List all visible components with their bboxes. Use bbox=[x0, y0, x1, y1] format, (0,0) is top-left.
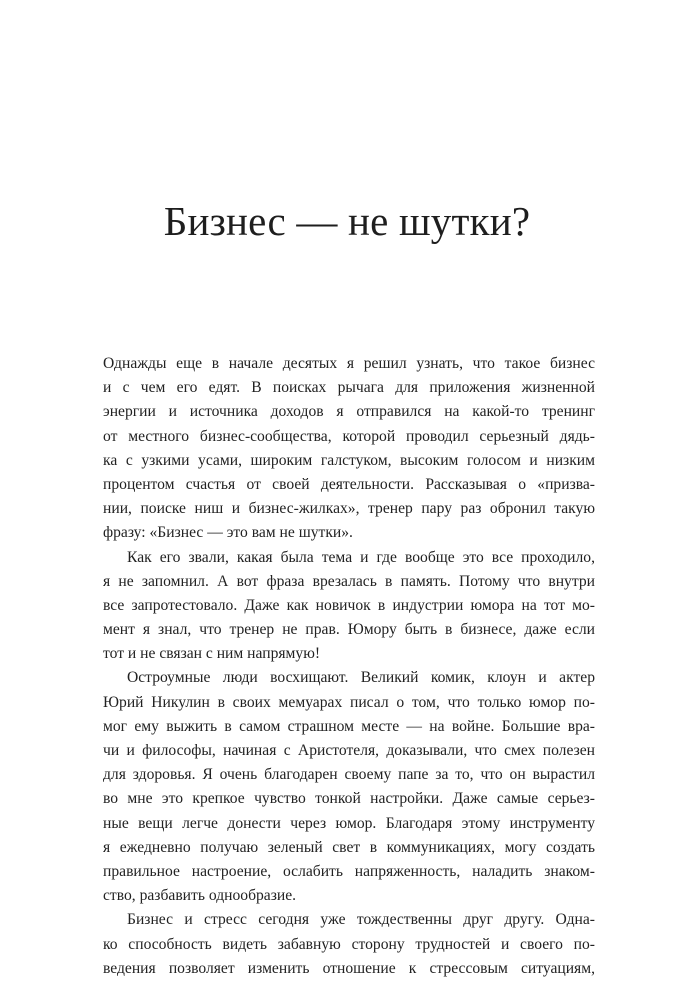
text-line: ведения позволяет изменить отношение к стрессовым ситуациям, bbox=[103, 959, 595, 977]
text-line: все запротестовало. Даже как новичок в индустрии юмора на тот мо- bbox=[103, 596, 595, 614]
text-line: ко способность видеть забавную сторону трудностей и своего по- bbox=[103, 935, 595, 953]
text-line: правильное настроение, ослабить напряженность, наладить знаком- bbox=[103, 862, 595, 880]
text-line: мент я знал, что тренер не прав. Юмору быть в бизнесе, даже если bbox=[103, 621, 595, 639]
text-line: Однажды еще в начале десятых я решил узнать, что такое бизнес bbox=[103, 355, 595, 372]
text-line: ство, разбавить однообразие. bbox=[103, 887, 297, 905]
paragraph bbox=[103, 666, 595, 908]
text-line: ка с узкими усами, широким галстуком, высоким голосом и низким bbox=[103, 451, 595, 469]
chapter-title: Бизнес — не шутки? bbox=[163, 198, 531, 244]
text-line: Юрий Никулин в своих мемуарах писал о том, что только юмор по- bbox=[103, 693, 595, 711]
text-line: от местного бизнес-сообщества, которой проводил серьезный дядь- bbox=[103, 427, 595, 445]
text-line: я ежедневно получаю зеленый свет в коммуникациях, могу создать bbox=[103, 838, 595, 856]
text-line: нии, поиске ниш и бизнес-жилках», тренер пару раз обронил такую bbox=[103, 500, 595, 518]
text-line: для здоровья. Я очень благодарен своему папе за то, что он вырастил bbox=[103, 766, 595, 784]
text-line: фразу: «Бизнес — это вам не шутки». bbox=[103, 524, 353, 542]
text-line: Как его звали, какая была тема и где вообще это все проходило, bbox=[127, 548, 595, 566]
text-line: и с чем его едят. В поисках рычага для приложения жизненной bbox=[103, 379, 595, 397]
text-line: во мне это крепкое чувство тонкой настройки. Даже самые серьез- bbox=[103, 790, 595, 808]
text-line: энергии и источника доходов я отправился на какой-то тренинг bbox=[103, 403, 595, 421]
paragraph bbox=[103, 908, 595, 981]
chapter-body bbox=[103, 352, 595, 981]
paragraph bbox=[103, 546, 595, 667]
text-line: я не запомнил. А вот фраза врезалась в память. Потому что внутри bbox=[103, 572, 595, 590]
text-line: тот и не связан с ним напрямую! bbox=[103, 645, 321, 663]
text-line: мог ему выжить в самом страшном месте — на войне. Большие вра- bbox=[103, 717, 595, 735]
text-line: ные вещи легче донести через юмор. Благодаря этому инструменту bbox=[103, 814, 595, 832]
text-line: процентом счастья от своей деятельности. Рассказывая о «призва- bbox=[103, 475, 595, 493]
paragraph bbox=[103, 352, 595, 546]
text-line: чи и философы, начиная с Аристотеля, доказывали, что смех полезен bbox=[103, 742, 595, 759]
text-line: Бизнес и стресс сегодня уже тождественны друг другу. Одна- bbox=[127, 911, 595, 929]
text-line: Остроумные люди восхищают. Великий комик, клоун и актер bbox=[127, 669, 595, 687]
